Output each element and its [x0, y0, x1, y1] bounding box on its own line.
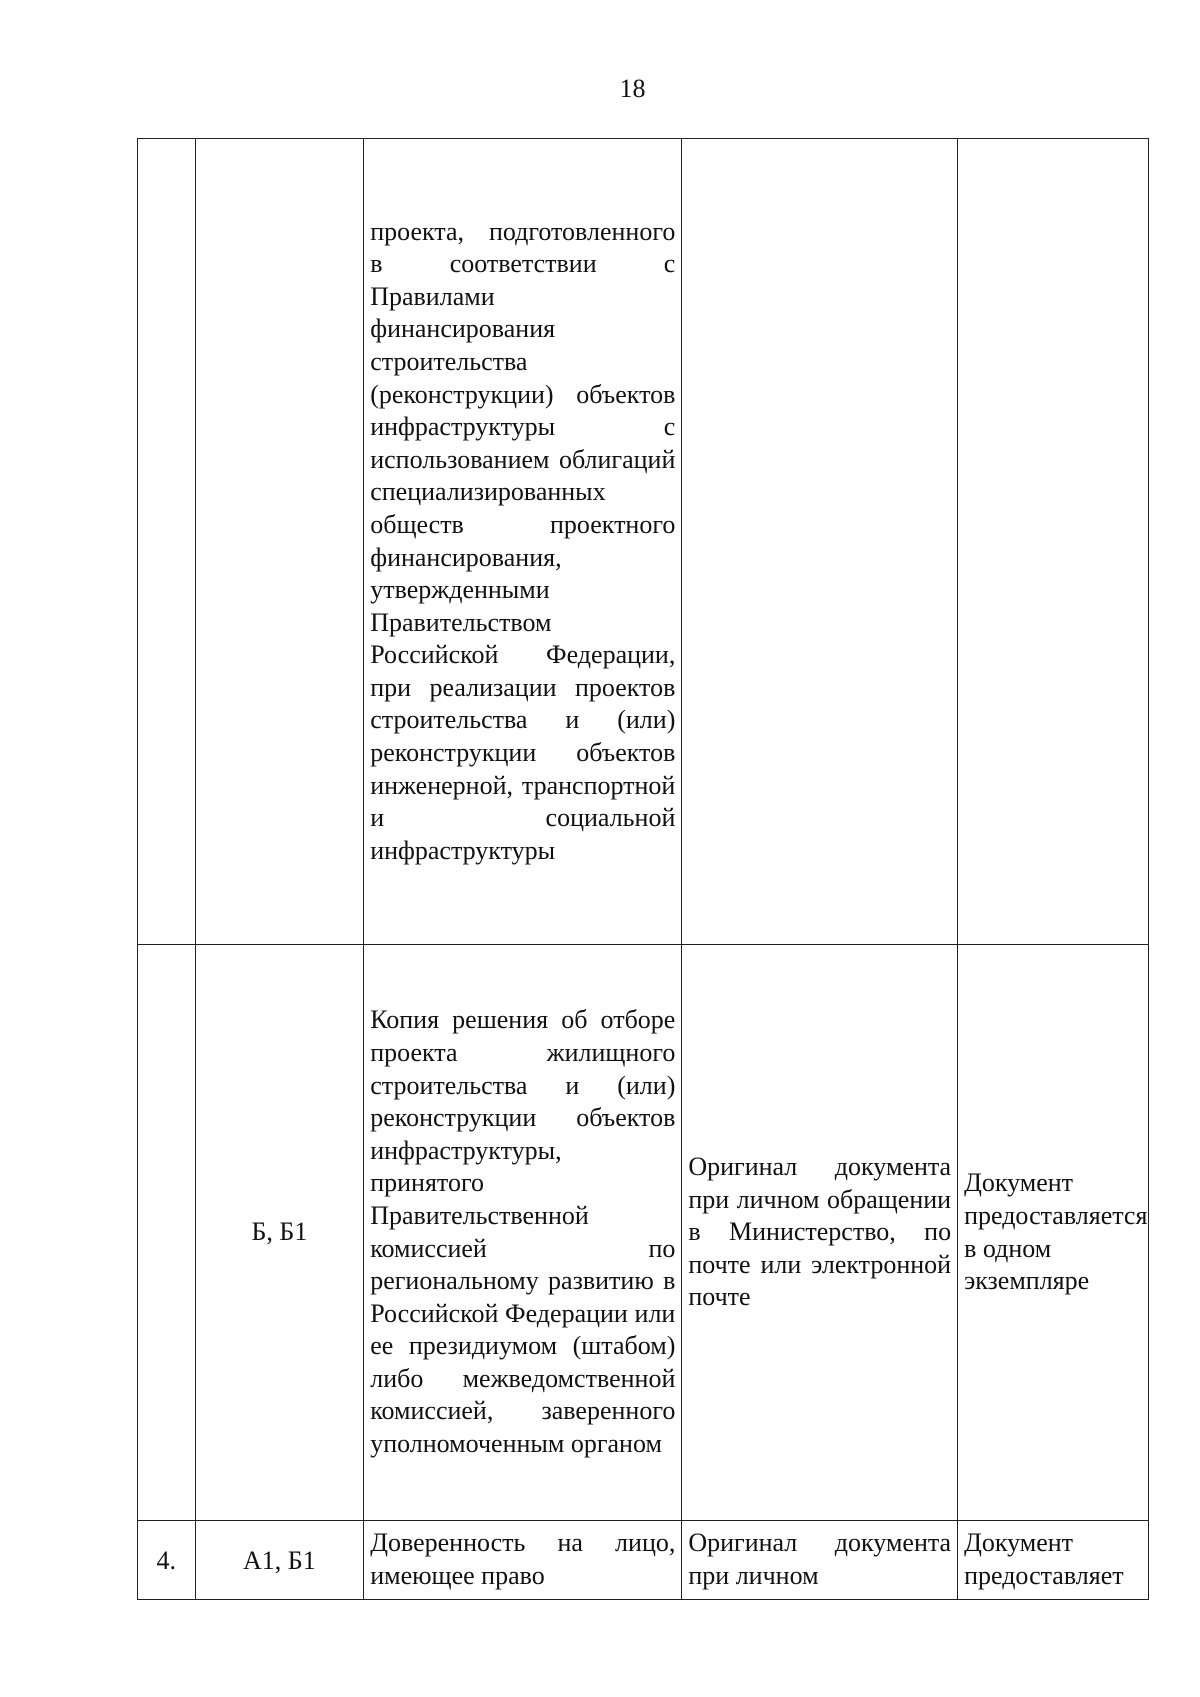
document-name-text: Копия решения об отборе проекта жилищного строительства и (или) реконструкции объектов инфраструктуры, принятого Правительственной комиссией по региональному развитию в Российской Федерации или ее президиумом (штабом) либо межведомственной комиссией, заверенного уполномоченным органом: [370, 1005, 676, 1459]
submission-form-cell: [682, 139, 958, 945]
document-name-cell: [364, 945, 682, 1521]
row-number-cell: 4.: [138, 1521, 196, 1600]
note-cell: [958, 945, 1149, 1521]
submission-form-cell: [682, 945, 958, 1521]
submission-form-text: Оригинал документа при личном обращении в Министерство, по почте или электронной почте: [688, 1152, 952, 1312]
document-name-cell: [364, 139, 682, 945]
submission-form-text: Оригинал документа при личном: [688, 1528, 952, 1590]
table-row: [138, 139, 1149, 945]
applicant-category-cell: [195, 139, 364, 945]
document-name-text: Доверенность на лицо, имеющее право: [370, 1528, 676, 1590]
submission-form-cell: [682, 1521, 958, 1600]
applicant-category-cell: А1, Б1: [195, 1521, 364, 1600]
document-name-cell: [364, 1521, 682, 1600]
row-number-cell: [138, 945, 196, 1521]
page-number: 18: [619, 74, 646, 103]
documents-table: [137, 138, 1149, 1600]
note-text: Документ предоставляется в одном экземпляре: [964, 1168, 1148, 1296]
applicant-category-cell: Б, Б1: [195, 945, 364, 1521]
note-cell: [958, 1521, 1149, 1600]
note-text: Документ предоставляет: [964, 1528, 1124, 1590]
table-row: [138, 1521, 1149, 1600]
document-name-text: проекта, подготовленного в соответствии с Правилами финансирования строительства (реконструкции) объектов инфраструктуры с использованием облигаций специализированных обществ проектного финансирования, утвержденными Правительством Российской Федерации, при реализации проектов строительства и (или) реконструкции объектов инженерной, транспортной и социальной инфраструктуры: [370, 216, 676, 865]
note-cell: [958, 139, 1149, 945]
table-row: [138, 945, 1149, 1521]
row-number-cell: [138, 139, 196, 945]
